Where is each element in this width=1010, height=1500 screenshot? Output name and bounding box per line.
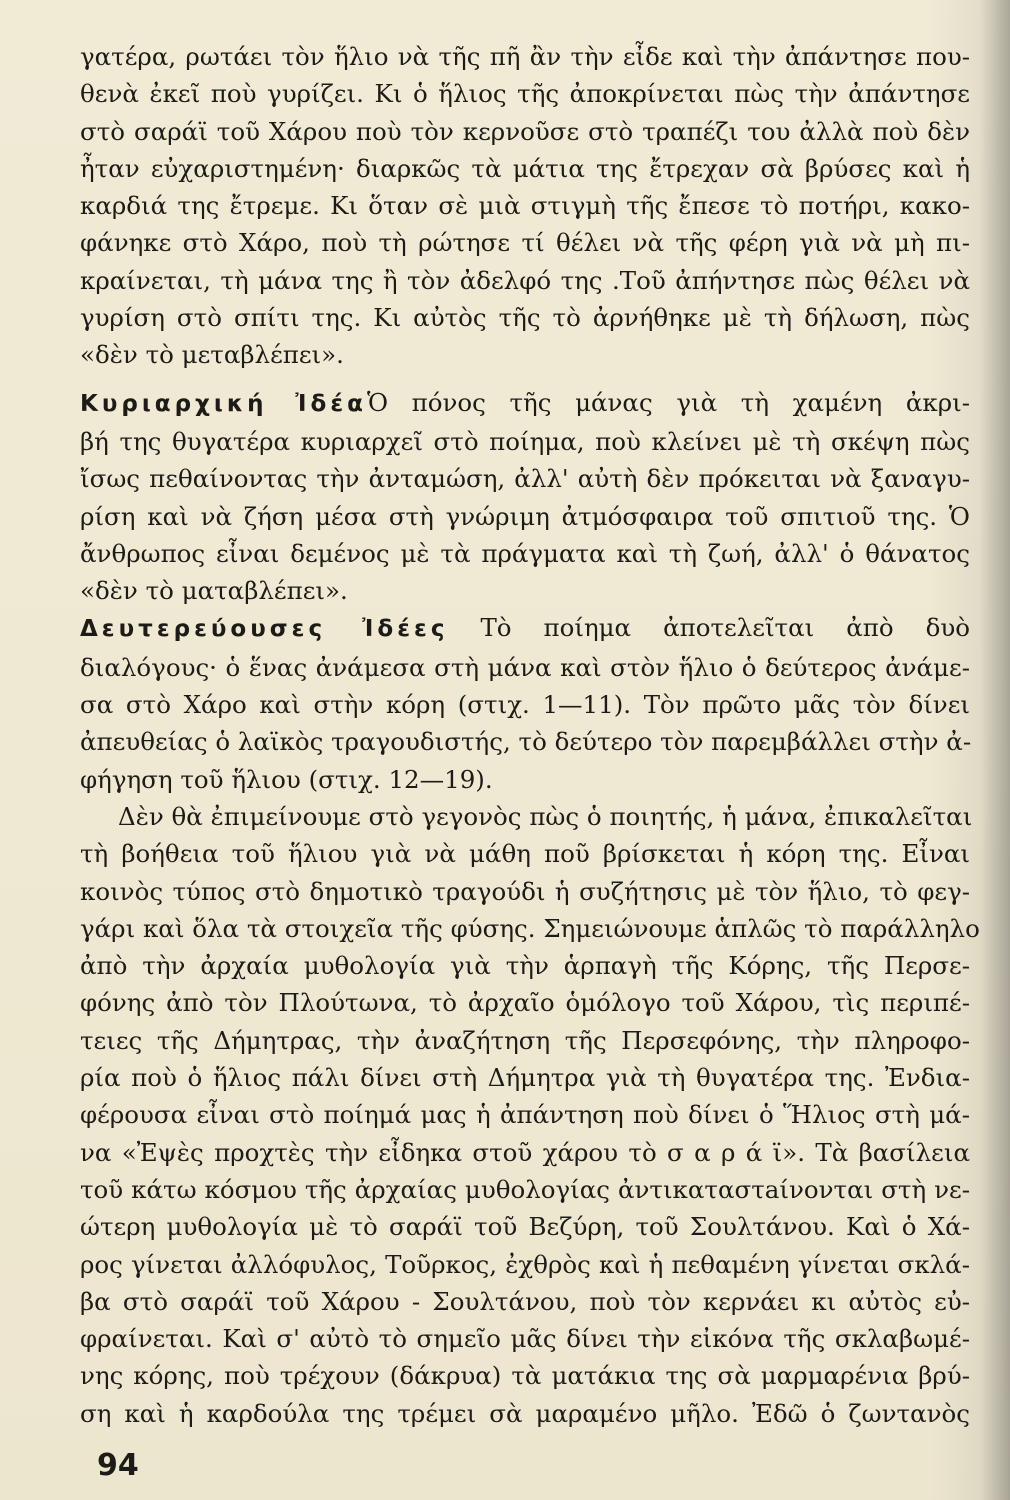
- text-line: βα στὸ σαράϊ τοῦ Χάρου - Σουλτάνου, ποὺ τὸν κερνάει κι αὐτὸς εὐ-: [80, 1286, 970, 1316]
- text-line: στὸ σαράϊ τοῦ Χάρου ποὺ τὸν κερνοῦσε στὸ τραπέζι του ἀλλὰ ποὺ δὲν: [80, 116, 970, 146]
- paragraph-gap: [80, 374, 970, 384]
- text-line: καρδιά της ἔτρεμε. Κι ὅταν σὲ μιὰ στιγμὴ τῆς ἔπεσε τὸ ποτήρι, κακο-: [80, 191, 970, 221]
- text-line: σα στὸ Χάρο καὶ στὴν κόρη (στιχ. 1—11). Τὸν πρῶτο μᾶς τὸν δίνει: [80, 690, 970, 720]
- text-line: θενὰ ἐκεῖ ποὺ γυρίζει. Κι ὁ ἥλιος τῆς ἀποκρίνεται πὼς τὴν ἀπάντησε: [80, 79, 970, 109]
- paragraph-3-first-line-text: Τὸ ποίημα ἀποτελεῖται ἀπὸ δυὸ: [480, 613, 970, 643]
- text-line: κοινὸς τύπος στὸ δημοτικὸ τραγούδι ἡ συζήτησις μὲ τὸν ἥλιο, τὸ φεγ-: [80, 876, 970, 906]
- text-line: γυρίση στὸ σπίτι της. Κι αὐτὸς τῆς τὸ ἀρνήθηκε μὲ τὴ δήλωση, πὼς: [80, 303, 970, 333]
- section-heading-secondary-ideas: Δευτερεύουσες Ἰδέες: [80, 616, 449, 643]
- text-line: ἀπευθείας ὁ λαϊκὸς τραγουδιστής, τὸ δεύτερο τὸν παρεμβάλλει στὴν ἀ-: [80, 727, 972, 757]
- text-line: φήγηση τοῦ ἥλιου (στιχ. 12—19).: [80, 764, 493, 794]
- text-line: φόνης ἀπὸ τὸν Πλούτωνα, τὸ ἀρχαῖο ὁμόλογο τοῦ Χάρου, τὶς περιπέ-: [80, 988, 970, 1018]
- text-line: τὴ βοήθεια τοῦ ἥλιου γιὰ νὰ μάθη ποῦ βρίσκεται ἡ κόρη της. Εἶναι: [80, 839, 970, 869]
- text-line: νης κόρης, ποὺ τρέχουν (δάκρυα) τὰ ματάκια της σὰ μαρμαρένια βρύ-: [80, 1361, 970, 1391]
- text-line: γάρι καὶ ὅλα τὰ στοιχεῖα τῆς φύσης. Σημειώνουμε ἁπλῶς τὸ παράλληλο: [80, 913, 980, 943]
- text-line: ἴσως πεθαίνοντας τὴν ἀνταμώση, ἀλλ' αὐτὴ δὲν πρόκειται νὰ ξαναγυ-: [80, 464, 970, 494]
- paragraph-2-first-line-text: Ὁ πόνος τῆς μάνας γιὰ τὴ χαμένη ἀκρι-: [366, 387, 970, 417]
- text-line: ώτερη μυθολογία μὲ τὸ σαράϊ τοῦ Βεζύρη, τοῦ Σουλτάνου. Καὶ ὁ Χά-: [80, 1212, 970, 1242]
- text-line: τοῦ κάτω κόσμου τῆς ἀρχαίας μυθολογίας ἀντικαταστaίνονται στὴ νε-: [80, 1174, 970, 1204]
- section-heading-main-idea: Κυριαρχική Ἰδέα: [80, 390, 367, 417]
- text-line: ρία ποὺ ὁ ἥλιος πάλι δίνει στὴ Δήμητρα γιὰ τὴ θυγατέρα της. Ἐνδια-: [80, 1063, 970, 1093]
- text-line: ρος γίνεται ἀλλόφυλος, Τοῦρκος, ἐχθρὸς καὶ ἡ πεθαμένη γίνεται σκλά-: [80, 1249, 970, 1279]
- paragraph-1: [80, 38, 970, 374]
- text-line: ση καὶ ἡ καρδούλα της τρέμει σὰ μαραμένο μῆλο. Ἐδῶ ὁ ζωντανὸς: [80, 1398, 970, 1428]
- paragraph-4: [80, 798, 980, 1432]
- text-line: ρίση καὶ νὰ ζήση μέσα στὴ γνώριμη ἀτμόσφαιρα τοῦ σπιτιοῦ της. Ὁ: [80, 501, 970, 531]
- paragraph-3-first-line: [80, 609, 970, 648]
- text-line: Δὲν θὰ ἐπιμείνουμε στὸ γεγονὸς πὼς ὁ ποιητής, ἡ μάνα, ἐπικαλεῖται: [118, 801, 973, 831]
- text-line: να «Ἐψὲς προχτὲς τὴν εἶδηκα στοῦ χάρου τὸ σ α ρ ά ϊ». Τὰ βασίλεια: [80, 1137, 970, 1167]
- text-line: διαλόγους· ὁ ἕνας ἀνάμεσα στὴ μάνα καὶ στὸν ἥλιο ὁ δεύτερος ἀνάμε-: [80, 652, 970, 682]
- text-line: «δὲν τὸ μεταβλέπει».: [80, 340, 344, 370]
- text-line: φραίνεται. Καὶ σ' αὐτὸ τὸ σημεῖο μᾶς δίνει τὴν εἰκόνα τῆς σκλαβωμέ-: [80, 1324, 970, 1354]
- text-line: ἀπὸ τὴν ἀρχαία μυθολογία γιὰ τὴν ἁρπαγὴ τῆς Κόρης, τῆς Περσε-: [80, 951, 970, 981]
- text-line: ἦταν εὐχαριστημένη· διαρκῶς τὰ μάτια της ἔτρεχαν σὰ βρύσες καὶ ἡ: [80, 153, 970, 183]
- paragraph-2-first-line: [80, 384, 970, 423]
- text-line: φέρουσα εἶναι στὸ ποίημά μας ἡ ἀπάντηση ποὺ δίνει ὁ Ἥλιος στὴ μά-: [80, 1100, 970, 1130]
- body-text: [80, 38, 980, 1432]
- text-line: «δὲν τὸ ματαβλέπει».: [80, 576, 348, 606]
- page-number: 94: [97, 1448, 139, 1483]
- text-line: κραίνεται, τὴ μάνα της ἢ τὸν ἀδελφό της .Τοῦ ἀπήντησε πὼς θέλει νὰ: [80, 265, 970, 295]
- text-line: ἄνθρωπος εἶναι δεμένος μὲ τὰ πράγματα καὶ τὴ ζωή, ἀλλ' ὁ θάνατος: [80, 538, 970, 568]
- paragraph-2: [80, 384, 970, 610]
- paragraph-3: [80, 609, 970, 797]
- text-line: τειες τῆς Δήμητρας, τὴν ἀναζήτηση τῆς Περσεφόνης, τὴν πληροφο-: [80, 1025, 970, 1055]
- text-line: βή της θυγατέρα κυριαρχεῖ στὸ ποίημα, ποὺ κλείνει μὲ τὴ σκέψη πὼς: [80, 426, 970, 456]
- text-line: φάνηκε στὸ Χάρο, ποὺ τὴ ρώτησε τί θέλει νὰ τῆς φέρη γιὰ νὰ μὴ πι-: [80, 228, 970, 258]
- text-line: γατέρα, ρωτάει τὸν ἥλιο νὰ τῆς πῆ ἂν τὴν εἶδε καὶ τὴν ἀπάντησε που-: [80, 42, 970, 71]
